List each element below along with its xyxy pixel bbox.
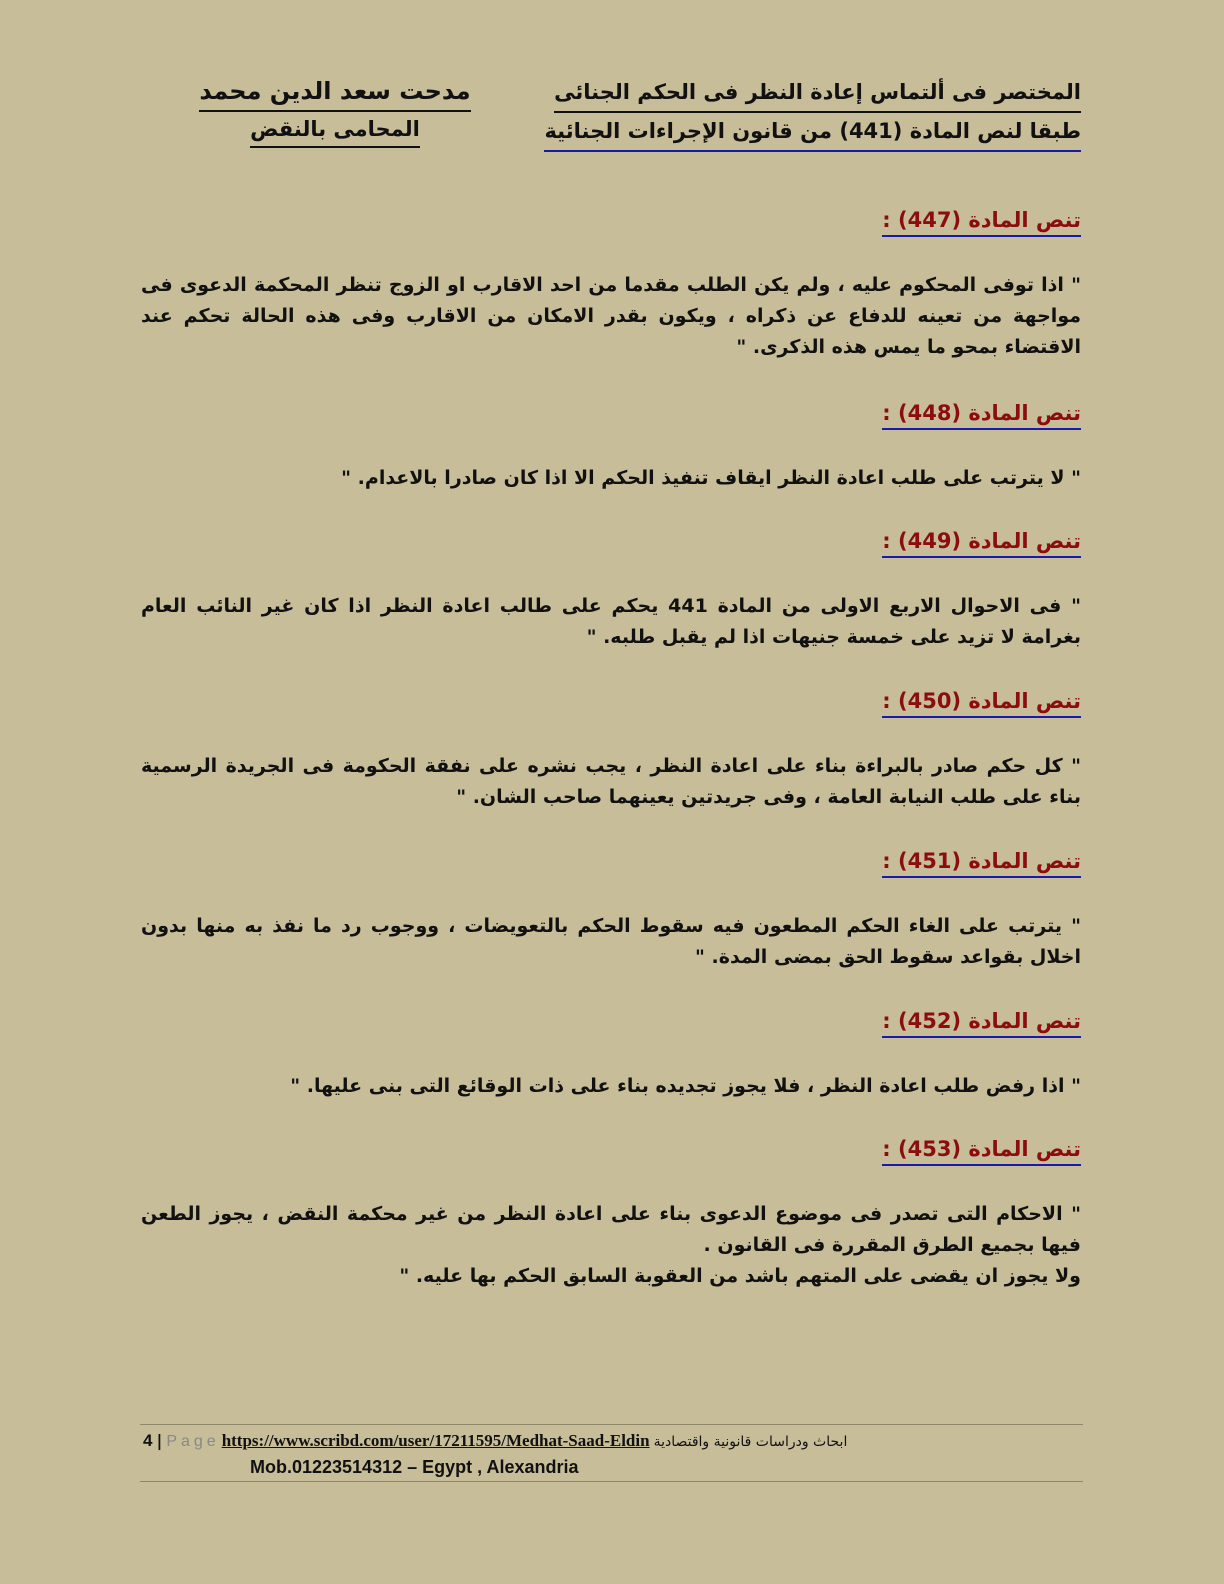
scribd-profile-link[interactable]: https://www.scribd.com/user/17211595/Medhat-Saad-Eldin — [221, 1431, 650, 1450]
article-text: " الاحكام التى تصدر فى موضوع الدعوى بناء على اعادة النظر من غير محكمة النقض ، يجوز الطعن فيها بجميع الطرق المقررة فى القانون . ولا يجوز ان يقضى على المتهم باشد من العقوبة السابق الحكم بها عليه. " — [141, 1203, 1081, 1287]
document-title: المختصر فى ألتماس إعادة النظر فى الحكم الجنائى — [554, 74, 1081, 113]
author-block — [190, 72, 480, 148]
page-label: Page — [166, 1433, 220, 1450]
article-text: " يترتب على الغاء الحكم المطعون فيه سقوط الحكم بالتعويضات ، ووجوب رد ما نفذ به منها بدون اخلال بقواعد سقوط الحق بمضى المدة. " — [141, 915, 1081, 968]
article-heading: تنص المادة (450) : — [882, 686, 1081, 718]
author-name: مدحت سعد الدين محمد — [199, 72, 470, 112]
article-447 — [141, 205, 1081, 363]
article-448 — [141, 398, 1081, 494]
footer-divider-bottom — [140, 1481, 1083, 1482]
article-text: " اذا رفض طلب اعادة النظر ، فلا يجوز تجديده بناء على ذات الوقائع التى بنى عليها. " — [290, 1075, 1081, 1097]
document-subtitle: طبقا لنص المادة (441) من قانون الإجراءات الجنائية — [544, 113, 1081, 152]
page-footer — [143, 1429, 847, 1453]
page-number: 4 — [143, 1431, 153, 1450]
article-453 — [141, 1134, 1081, 1292]
article-heading: تنص المادة (448) : — [882, 398, 1081, 430]
author-title: المحامى بالنقض — [250, 112, 420, 148]
article-452 — [141, 1006, 1081, 1102]
contact-info: Mob.01223514312 – Egypt , Alexandria — [250, 1457, 579, 1477]
page-separator: | — [156, 1431, 163, 1450]
article-heading: تنص المادة (449) : — [882, 526, 1081, 558]
article-text: " اذا توفى المحكوم عليه ، ولم يكن الطلب مقدما من احد الاقارب او الزوج تنظر المحكمة الدعوى فى مواجهة من تعينه للدفاع عن ذكراه ، ويكون بقدر الامكان من الاقارب وفى هذه الحالة تحكم عند الاقتضاء بمحو ما يمس هذه الذكرى. " — [141, 274, 1081, 358]
article-text: " فى الاحوال الاربع الاولى من المادة 441 يحكم على طالب اعادة النظر اذا كان غير النائب العام بغرامة لا تزيد على خمسة جنيهات اذا لم يقبل طلبه. " — [141, 595, 1081, 648]
article-heading: تنص المادة (453) : — [882, 1134, 1081, 1166]
article-text: " كل حكم صادر بالبراءة بناء على اعادة النظر ، يجب نشره على نفقة الحكومة فى الجريدة الرسمية بناء على طلب النيابة العامة ، وفى جريدتين يعينهما صاحب الشان. " — [141, 755, 1081, 808]
footer-divider — [140, 1424, 1083, 1425]
article-450 — [141, 686, 1081, 813]
article-449 — [141, 526, 1081, 653]
article-heading: تنص المادة (447) : — [882, 205, 1081, 237]
article-heading: تنص المادة (451) : — [882, 846, 1081, 878]
article-451 — [141, 846, 1081, 973]
document-title-block — [544, 74, 1081, 152]
footer-caption: ابحاث ودراسات قانونية واقتصادية — [653, 1434, 848, 1450]
article-text: " لا يترتب على طلب اعادة النظر ايقاف تنفيذ الحكم الا اذا كان صادرا بالاعدام. " — [341, 467, 1081, 489]
article-heading: تنص المادة (452) : — [882, 1006, 1081, 1038]
